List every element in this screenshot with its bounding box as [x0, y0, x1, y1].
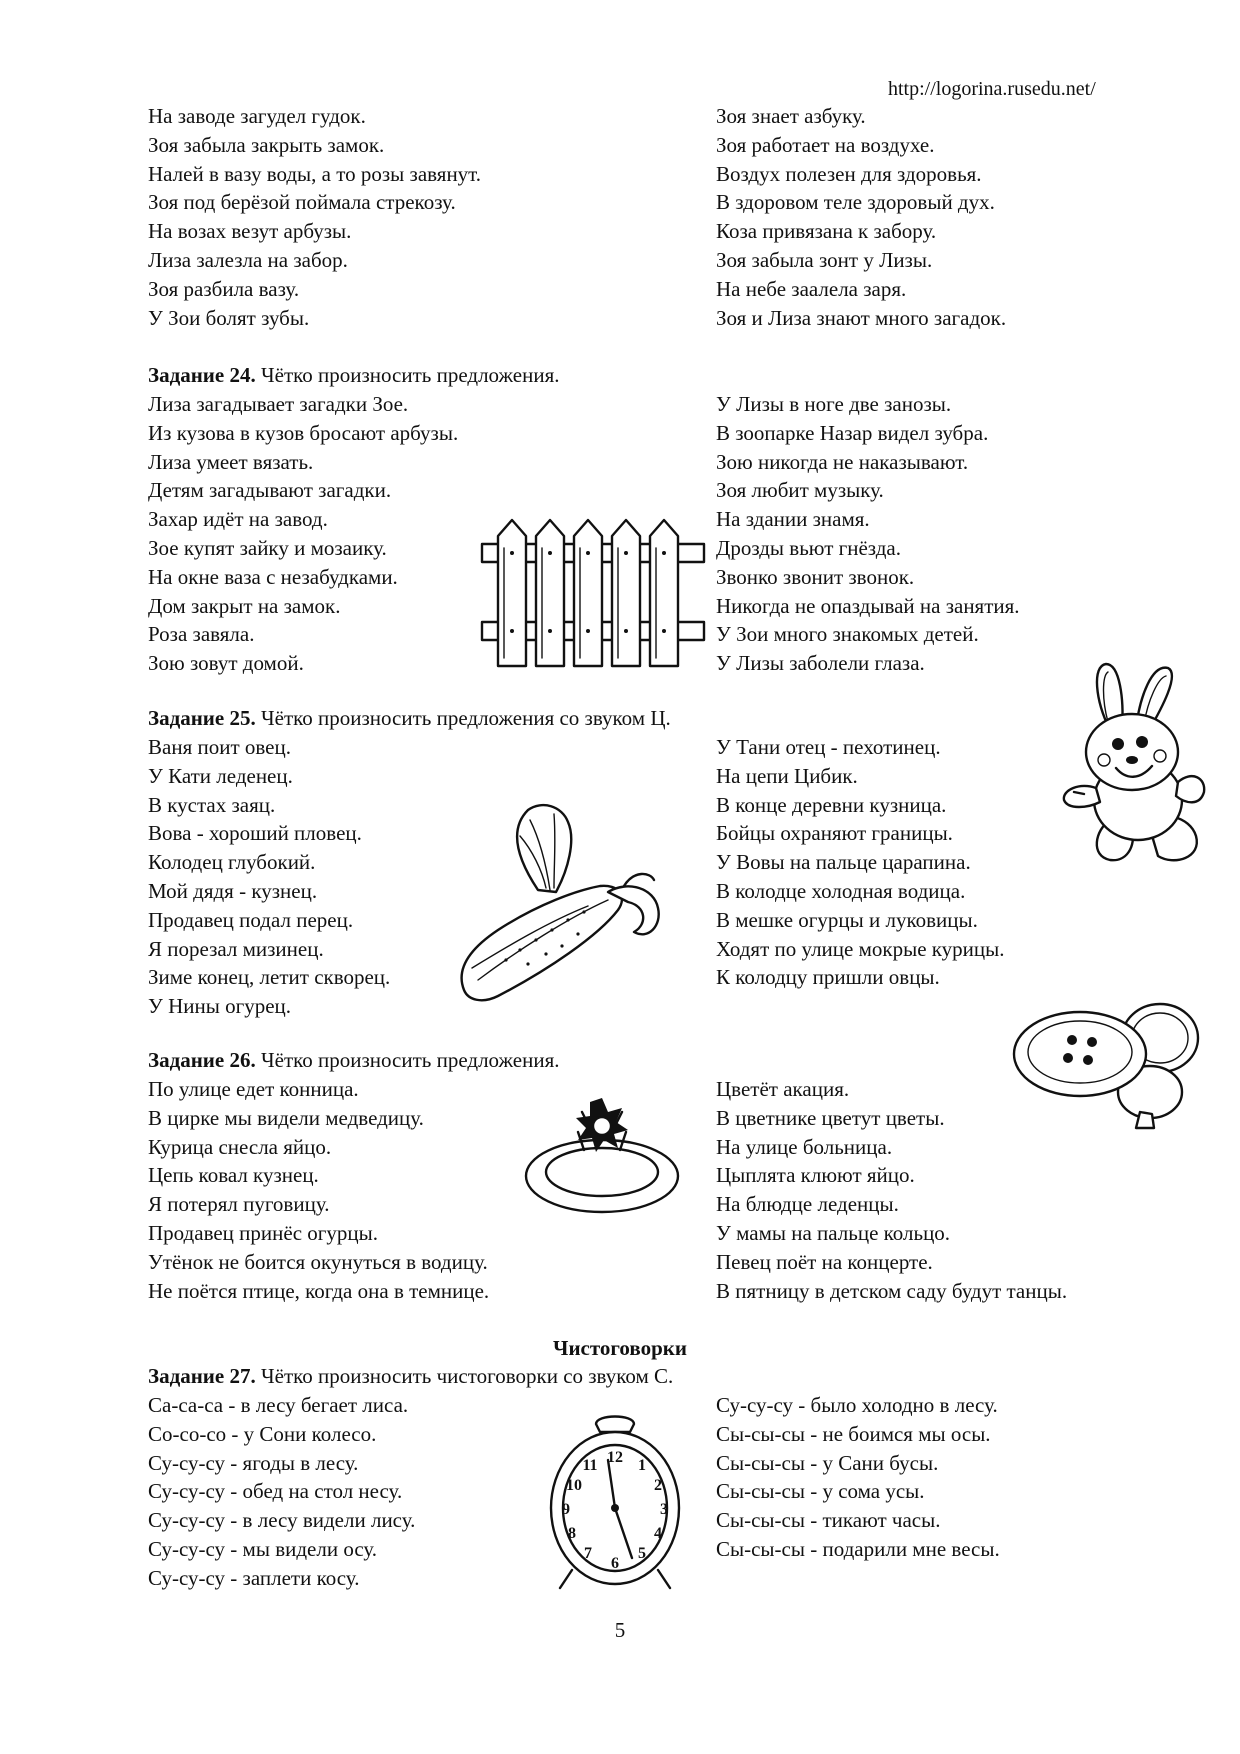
sentence-line: Со-со-со - у Сони колесо.: [148, 1421, 377, 1446]
cucumber-illustration: [458, 800, 668, 1005]
sentence-line: У Зои много знакомых детей.: [716, 622, 979, 647]
sentence-line: Цепь ковал кузнец.: [148, 1163, 319, 1188]
sentence-line: Певец поёт на концерте.: [716, 1249, 933, 1274]
sentence-line: У Вовы на пальце царапина.: [716, 850, 971, 875]
sentence-line: Цыплята клюют яйцо.: [716, 1163, 915, 1188]
sentence-line: Су-су-су - заплети косу.: [148, 1565, 360, 1590]
sentence-line: Су-су-су - ягоды в лесу.: [148, 1450, 359, 1475]
sentence-line: Су-су-су - мы видели осу.: [148, 1536, 378, 1561]
sentence-line: Ходят по улице мокрые курицы.: [716, 936, 1005, 961]
svg-text:11: 11: [582, 1457, 598, 1474]
svg-text:10: 10: [566, 1477, 582, 1494]
sentence-line: У Кати леденец.: [148, 763, 293, 788]
ring-illustration: [520, 1088, 690, 1218]
sentence-line: Из кузова в кузов бросают арбузы.: [148, 420, 459, 445]
task-27-instruction: Чётко произносить чистоговорки со звуком С.: [255, 1364, 674, 1388]
task-24-label: Задание 24.: [148, 363, 256, 387]
sentence-line: В зоопарке Назар видел зубра.: [716, 420, 989, 445]
sentence-line: Мой дядя - кузнец.: [148, 878, 318, 903]
task-25-instruction: Чётко произносить предложения со звуком Ц.: [255, 706, 671, 730]
sentence-line: Цветёт акация.: [716, 1077, 850, 1101]
intro-left-list: [148, 102, 748, 332]
sentence-line: По улице едет конница.: [148, 1077, 359, 1101]
sentence-line: Зое купят зайку и мозаику.: [148, 535, 387, 560]
sentence-line: В кустах заяц.: [148, 792, 276, 817]
sentence-line: Сы-сы-сы - подарили мне весы.: [716, 1536, 1000, 1561]
svg-text:5: 5: [638, 1545, 646, 1562]
svg-text:1: 1: [638, 1457, 646, 1474]
sentence-line: У Тани отец - пехотинец.: [716, 735, 941, 759]
sentence-line: Зоя и Лиза знают много загадок.: [716, 305, 1007, 330]
sentence-line: Зоя забыла закрыть замок.: [148, 132, 385, 157]
sentence-line: Лиза загадывает загадки Зое.: [148, 392, 409, 416]
sentence-line: На окне ваза с незабудками.: [148, 564, 398, 589]
buttons-illustration: [1010, 1000, 1200, 1130]
svg-text:4: 4: [654, 1525, 662, 1542]
task-26-heading: [148, 1046, 559, 1074]
svg-text:6: 6: [611, 1555, 619, 1572]
sentence-line: Сы-сы-сы - у сома усы.: [716, 1479, 925, 1504]
sentence-line: Продавец подал перец.: [148, 907, 354, 932]
sentence-line: Коза привязана к забору.: [716, 219, 937, 244]
task-26-instruction: Чётко произносить предложения.: [255, 1048, 560, 1072]
sentence-line: Лиза умеет вязать.: [148, 449, 314, 474]
task-25-heading: [148, 704, 671, 732]
sentence-line: В цветнике цветут цветы.: [716, 1105, 945, 1130]
sentence-line: Вова - хороший пловец.: [148, 821, 362, 846]
sentence-line: У мамы на пальце кольцо.: [716, 1220, 951, 1245]
sentence-line: К колодцу пришли овцы.: [716, 965, 940, 990]
sentence-line: Зоя разбила вазу.: [148, 276, 300, 301]
sentence-line: Зоя знает азбуку.: [716, 104, 866, 128]
sentence-line: Продавец принёс огурцы.: [148, 1220, 378, 1245]
sentence-line: Звонко звонит звонок.: [716, 564, 915, 589]
sentence-line: На небе заалела заря.: [716, 276, 907, 301]
sentence-line: На улице больница.: [716, 1134, 893, 1159]
task-24-heading: [148, 361, 559, 389]
sentence-line: Я порезал мизинец.: [148, 936, 324, 961]
sentence-line: Зоя под берёзой поймала стрекозу.: [148, 190, 456, 215]
sentence-line: Дрозды вьют гнёзда.: [716, 535, 901, 560]
sentence-line: У Лизы заболели глаза.: [716, 651, 925, 676]
sentence-line: Зоя любит музыку.: [716, 478, 884, 503]
sentence-line: Су-су-су - в лесу видели лису.: [148, 1508, 416, 1533]
sentence-line: Сы-сы-сы - тикают часы.: [716, 1508, 941, 1533]
fence-illustration: [478, 508, 708, 668]
sentence-line: Зиме конец, летит скворец.: [148, 965, 391, 990]
sentence-line: Са-са-са - в лесу бегает лиса.: [148, 1393, 409, 1417]
sentence-line: На здании знамя.: [716, 507, 870, 532]
task-27-label: Задание 27.: [148, 1364, 256, 1388]
sentence-line: Захар идёт на завод.: [148, 507, 328, 532]
sentence-line: Роза завяла.: [148, 622, 255, 647]
sentence-line: Лиза залезла на забор.: [148, 247, 348, 272]
sentence-line: Утёнок не боится окунуться в водицу.: [148, 1249, 488, 1274]
sentence-line: На блюдце леденцы.: [716, 1192, 899, 1217]
svg-text:12: 12: [607, 1449, 623, 1466]
sentence-line: На цепи Цибик.: [716, 763, 858, 788]
task-24-instruction: Чётко произносить предложения.: [255, 363, 560, 387]
task-26-label: Задание 26.: [148, 1048, 256, 1072]
sentence-line: В цирке мы видели медведицу.: [148, 1105, 424, 1130]
task-27-heading: [148, 1362, 673, 1390]
svg-text:8: 8: [568, 1525, 576, 1542]
sentence-line: У Зои болят зубы.: [148, 305, 310, 330]
sentence-line: Зоя забыла зонт у Лизы.: [716, 247, 933, 272]
sentence-line: Курица снесла яйцо.: [148, 1134, 332, 1159]
sentence-line: В колодце холодная водица.: [716, 878, 966, 903]
task-25-label: Задание 25.: [148, 706, 256, 730]
sentence-line: Ваня поит овец.: [148, 735, 291, 759]
intro-right-list: [716, 102, 1240, 332]
sentence-line: Су-су-су - обед на стол несу.: [148, 1479, 403, 1504]
svg-text:7: 7: [584, 1545, 592, 1562]
section-title: Чистоговорки: [553, 1336, 687, 1360]
sentence-line: Сы-сы-сы - у Сани бусы.: [716, 1450, 939, 1475]
svg-text:2: 2: [654, 1477, 662, 1494]
sentence-line: В конце деревни кузница.: [716, 792, 947, 817]
sentence-line: На возах везут арбузы.: [148, 219, 352, 244]
bunny-toy-illustration: [1040, 660, 1220, 870]
sentence-line: В пятницу в детском саду будут танцы.: [716, 1278, 1068, 1303]
sentence-line: Не поётся птице, когда она в темнице.: [148, 1278, 490, 1303]
sentence-line: Сы-сы-сы - не боимся мы осы.: [716, 1421, 991, 1446]
sentence-line: У Нины огурец.: [148, 994, 292, 1019]
sentence-line: Зоя работает на воздухе.: [716, 132, 935, 157]
alarm-clock-illustration: [540, 1412, 690, 1592]
task-24-right-list: [716, 390, 1240, 678]
sentence-line: Я потерял пуговицу.: [148, 1192, 330, 1217]
sentence-line: Зою никогда не наказывают.: [716, 449, 969, 474]
sentence-line: Воздух полезен для здоровья.: [716, 161, 982, 186]
task-27-right-list: [716, 1391, 1240, 1564]
sentence-line: Налей в вазу воды, а то розы завянут.: [148, 161, 482, 186]
svg-text:9: 9: [562, 1501, 570, 1518]
sentence-line: Дом закрыт на замок.: [148, 593, 341, 618]
sentence-line: Бойцы охраняют границы.: [716, 821, 953, 846]
sentence-line: В здоровом теле здоровый дух.: [716, 190, 995, 215]
sentence-line: На заводе загудел гудок.: [148, 104, 366, 128]
page-number: 5: [614, 1618, 626, 1642]
sentence-line: В мешке огурцы и луковицы.: [716, 907, 978, 932]
sentence-line: Никогда не опаздывай на занятия.: [716, 593, 1020, 618]
sentence-line: Су-су-су - было холодно в лесу.: [716, 1393, 998, 1417]
svg-text:3: 3: [660, 1501, 668, 1518]
sentence-line: Детям загадывают загадки.: [148, 478, 392, 503]
sentence-line: Зою зовут домой.: [148, 651, 304, 676]
sentence-line: У Лизы в ноге две занозы.: [716, 392, 952, 416]
header-url: http://logorina.rusedu.net/: [888, 78, 1096, 100]
sentence-line: Колодец глубокий.: [148, 850, 316, 875]
